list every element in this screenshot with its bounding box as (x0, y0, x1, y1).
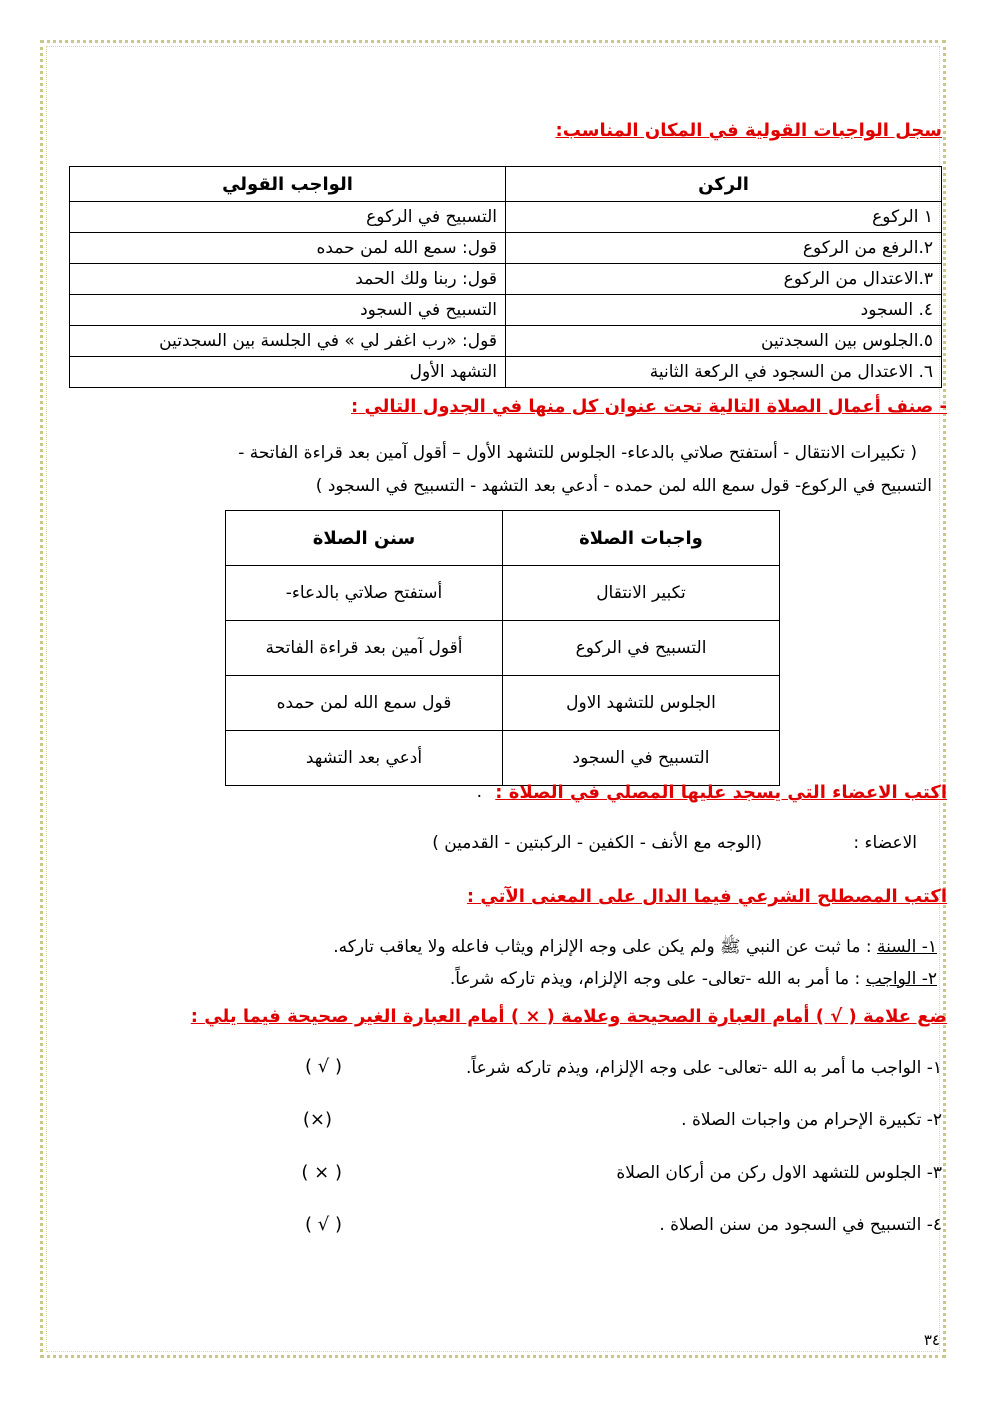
section3-title: اكتب الاعضاء التي يسجد عليها المصلي في الصلاة : (495, 782, 947, 803)
pillar-cell: ٣.الاعتدال من الركوع (506, 264, 942, 295)
term-item (450, 969, 937, 989)
duty-cell: تكبير الانتقال (503, 566, 780, 621)
duties-table (69, 166, 942, 388)
sunnah-cell: قول سمع الله لمن حمده (226, 676, 503, 731)
section3-title-tail: . (476, 782, 482, 802)
table-header-row (70, 167, 942, 202)
pillar-cell: ١ الركوع (506, 202, 942, 233)
term-name: ٢- الواجب (865, 969, 937, 989)
table-row (70, 202, 942, 233)
table-row (226, 566, 780, 621)
statement-mark: (×) (302, 1109, 332, 1130)
statement-text: ١- الواجب ما أمر به الله -تعالى- على وجه الإلزام، ويذم تاركه شرعاً. (465, 1058, 942, 1078)
table-row (70, 264, 942, 295)
term-definition: : ما ثبت عن النبي ﷺ ولم يكن على وجه الإلزام ويثاب فاعله ولا يعاقب تاركه. (333, 937, 872, 957)
actions-list-line1: ( تكبيرات الانتقال - أستفتح صلاتي بالدعاء- الجلوس للتشهد الأول – أقول آمين بعد قراءة الفاتحة - (238, 443, 917, 463)
pillar-cell: ٢.الرفع من الركوع (506, 233, 942, 264)
term-definition: : ما أمر به الله -تعالى- على وجه الإلزام، ويذم تاركه شرعاً. (449, 969, 861, 989)
actions-list-line2: التسبيح في الركوع- قول سمع الله لمن حمده - أدعي بعد التشهد - التسبيح في السجود ) (315, 476, 932, 496)
duty-cell: التسبيح في الركوع (70, 202, 506, 233)
duty-cell: قول: ربنا ولك الحمد (70, 264, 506, 295)
duty-cell: قول: «رب اغفر لي » في الجلسة بين السجدتين (70, 326, 506, 357)
table-row (70, 233, 942, 264)
sunnah-cell: أقول آمين بعد قراءة الفاتحة (226, 621, 503, 676)
statement-text: ٣- الجلوس للتشهد الاول ركن من أركان الصلاة (616, 1163, 942, 1183)
statement-mark: ( √ ) (305, 1214, 342, 1235)
duty-cell: التشهد الأول (70, 357, 506, 388)
header-duties: واجبات الصلاة (503, 511, 780, 566)
duty-cell: التسبيح في السجود (70, 295, 506, 326)
statement-mark: ( × ) (301, 1162, 342, 1183)
table-row (70, 357, 942, 388)
pillar-cell: ٤. السجود (506, 295, 942, 326)
duty-cell: قول: سمع الله لمن حمده (70, 233, 506, 264)
header-sunan: سنن الصلاة (226, 511, 503, 566)
table-row (226, 676, 780, 731)
section2-title: - صنف أعمال الصلاة التالية تحت عنوان كل منها في الجدول التالي : (351, 396, 947, 417)
table-row (226, 621, 780, 676)
pillar-cell: ٦. الاعتدال من السجود في الركعة الثانية (506, 357, 942, 388)
section5-title: ضع علامة ( √ ) أمام العبارة الصحيحة وعلامة ( × ) أمام العبارة الغير صحيحة فيما يلي : (190, 1006, 947, 1027)
statement-mark: ( √ ) (305, 1056, 342, 1077)
header-pillar: الركن (506, 167, 942, 202)
sunnah-cell: أستفتح صلاتي بالدعاء- (226, 566, 503, 621)
table-row (226, 731, 780, 786)
statement-text: ٤- التسبيح في السجود من سنن الصلاة . (659, 1215, 942, 1235)
table-header-row (226, 511, 780, 566)
term-item (333, 936, 937, 961)
page-number: ٣٤ (923, 1331, 940, 1349)
organs-answer: (الوجه مع الأنف - الكفين - الركبتين - القدمين ) (432, 833, 762, 853)
table-row (70, 326, 942, 357)
term-name: ١- السنة (877, 937, 937, 957)
section1-title: سجل الواجبات القولية في المكان المناسب: (555, 120, 942, 141)
duty-cell: التسبيح في السجود (503, 731, 780, 786)
statement-text: ٢- تكبيرة الإحرام من واجبات الصلاة . (681, 1110, 942, 1130)
organs-label: الاعضاء : (853, 833, 917, 853)
duty-cell: التسبيح في الركوع (503, 621, 780, 676)
sunnah-cell: أدعي بعد التشهد (226, 731, 503, 786)
table-row (70, 295, 942, 326)
header-duty: الواجب القولي (70, 167, 506, 202)
pillar-cell: ٥.الجلوس بين السجدتين (506, 326, 942, 357)
section4-title: اكتب المصطلح الشرعي فيما الدال على المعنى الآتي : (466, 886, 947, 907)
duty-cell: الجلوس للتشهد الاول (503, 676, 780, 731)
classification-table (225, 510, 780, 786)
